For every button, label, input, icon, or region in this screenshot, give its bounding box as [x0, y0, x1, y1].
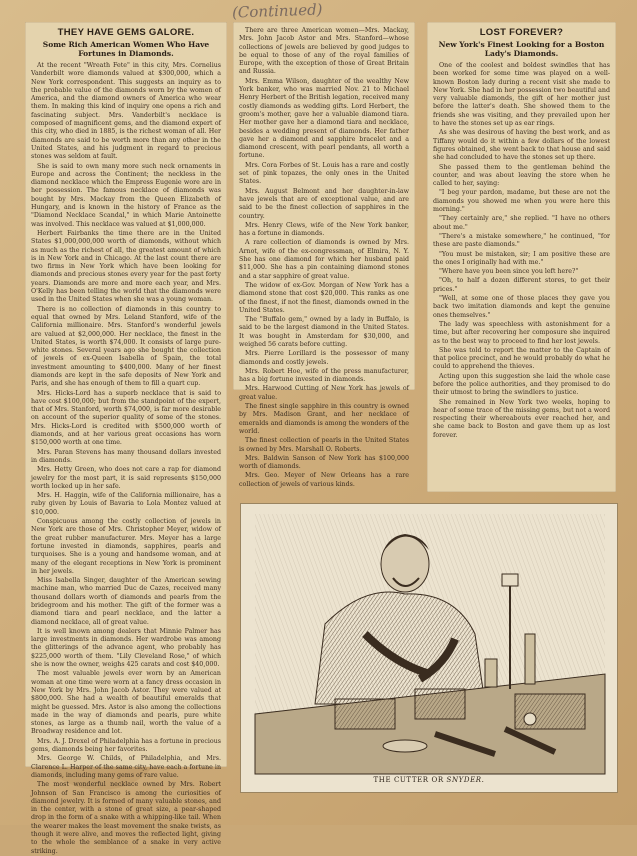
clipping-title: LOST FOREVER? [479, 27, 564, 38]
paragraph: Conspicuous among the costly collection of jewels in New York are those of Mrs. Christopher Meyer, widow of the great rubber manufacturer. Mrs. Meyer has a large fortune invested in diamonds, sapphires, pearls and turquoises. She is a young and handsome woman, and at many of the elegant receptions in New York is prominent in her jewels. [31, 518, 221, 575]
clipping-subtitle: Some Rich American Women Who Have Fortunes in Diamonds. [42, 40, 210, 58]
paragraph: Mrs. August Belmont and her daughter-in-law have jewels that are of exceptional value, and are said to be the finest collection of sapphires in the country. [239, 187, 409, 220]
paragraph: Herbert Fairbanks the time there are in the United States $1,000,000,000 worth of diamonds, without which as much as the richest of all, the greatest amount of which is in New York and in Chicago. At the last count there are two firms in New York which have been looking for diamonds and precious stones every year for the past forty years. Diamonds are more and more each year, and Mrs. O'Kelly has been telling the world that the diamonds were used in the United States when she was a young woman. [31, 229, 221, 304]
paragraph: Mrs. Hicks-Lord has a superb necklace that is said to have cost $100,000; but from the standpoint of the expert, that of Mrs. Stanford, worth $74,000, is far more desirable on account of the superior quality of some of the stones. Mrs. Hicks-Lord is credited with $500,000 worth of diamonds, and at her various great occasions has worn $150,000 worth at one time. [31, 389, 221, 447]
paragraph: It is well known among dealers that Minnie Palmer has large investments in diamonds. Her wardrobe was among the glitterings of the advance agent, who probably has $225,000 worth of them. "Lily Cleveland Rose," of which she is now the owner, weighs 425 carats and cost $40,000. [31, 627, 221, 669]
paragraph: The "Buffalo gem," owned by a lady in Buffalo, is said to be the largest diamond in the United States. It was bought in Amsterdam for $30,000, and weighed 56 carats before cutting. [239, 316, 409, 348]
paragraph: The finest single sapphire in this country is owned by Mrs. Madison Grant, and her necklace of emeralds and diamonds is among the wonders of the world. [239, 403, 409, 435]
paragraph: The most valuable jewels ever worn by an American woman at one time were worn at a fancy dress occasion in New York by Mrs. John Jacob Astor. They were valued at $800,000. She had a wealth of beautiful emeralds that might be guessed. Mrs. Astor is also among the collections made in the way of diamonds and pearls, pure white stones, as large as a thumb nail, worth the value of a Broadway residence and lot. [31, 670, 221, 736]
paragraph: Mrs. Robert Hoe, wife of the press manufacturer, has a big fortune invested in diamonds. [239, 367, 409, 384]
clipping-title: THEY HAVE GEMS GALORE. [57, 27, 195, 38]
paragraph: Mrs. George W. Childs, of Philadelphia, and Mrs. Clarence L. Harper of the same city, have each a fortune in diamonds, including many gems of rare value. [31, 755, 221, 779]
clipping-american-women-jewels [233, 22, 415, 488]
clipping-gems-galore [25, 22, 227, 855]
paragraph: She remained in New York two weeks, hoping to hear of some trace of the missing gems, but not a word respecting their whereabouts ever reached her, and she came back to Boston and gave them up as lost forever. [433, 398, 610, 439]
paragraph: One of the coolest and boldest swindles that has been worked for some time was played on a well-known Boston lady during a recent visit she made to New York. She had in her possession two beautiful and very valuable diamonds, the gift of her mother just before the latter's death. She showed them to the friends she was visiting, and they prevailed upon her to have the stones set up as ear rings. [433, 62, 610, 128]
clipping-body [433, 62, 610, 440]
paragraph: Mrs. Harwood Cutting of New York has jewels of great value. [239, 385, 409, 401]
paragraph: The widow of ex-Gov. Morgan of New York has a diamond stone that cost $20,000. This ranks as one of the finest, if not the finest, diamonds owned in the United States. [239, 281, 409, 314]
paragraph: Mrs. Paran Stevens has many thousand dollars invested in diamonds. [31, 448, 221, 464]
clipping-body [239, 27, 409, 489]
engraving-illustration [240, 503, 618, 793]
paragraph: "Well, at some one of those places they gave you back two imitation diamonds and kept the genuine ones themselves." [433, 295, 610, 319]
paragraph: "Oh, to half a dozen different stores, to get their prices." [433, 277, 610, 293]
paragraph: As she was desirous of having the best work, and as Tiffany would do it within a few dollars of the lowest figures obtained, she went back to that house and said she had concluded to have the stones set up there. [433, 129, 610, 162]
paragraph: Mrs. Baldwin Sanson of New York has $100,000 worth of diamonds. [239, 454, 409, 471]
paragraph: Miss Isabella Singer, daughter of the American sewing machine man, who married Duc de Cazes, received many thousand dollars worth of diamonds and pearls from the bridegroom and his mother. The gift of the former was a diamond tiara and pearl necklace, and the latter a diamond necklace, all of great value. [31, 577, 221, 626]
paragraph: At the recent "Wreath Fete" in this city, Mrs. Cornelius Vanderbilt wore diamonds valued at $300,000, which a New York correspondent. This suggests an inquiry as to the probable value of the diamonds worn by the women of America, and the diamond owners of America who wear them. In making this kind of inquiry one opens a rich and fascinating subject. Mrs. Vanderbilt's necklace is composed of magnificent gems, and the diamond expert of this city, who died in 1885, is the richest woman of all. Her diamonds are said to be worth more than any other in the United States, and his judgment in regard to precious stones was seldom at fault. [31, 62, 221, 161]
caption-italic: SNYDER. [446, 776, 485, 784]
paragraph: Mrs. Hetty Green, who does not care a rap for diamond jewelry for the most part, it is said represents $150,000 worth locked up in her safe. [31, 466, 221, 490]
paragraph: "I beg your pardon, madame, but these are not the diamonds you showed me when you were here this morning." [433, 189, 610, 214]
paragraph: There are three American women—Mrs. Mackay, Mrs. John Jacob Astor and Mrs. Stanford—whose collections of jewels are believed by good judges to be equal to those of any of the royal families of Europe, with the exception of those of Great Britain and Russia. [239, 27, 409, 76]
paragraph: There is no collection of diamonds in this country to equal that owned by Mrs. Leland Stanford, wife of the California millionaire. Mrs. Stanford's wonderful jewels are valued at $2,000,000. Her necklace, the finest in the United States, is worth $74,000. It consists of large pure-white stones. Several years ago she bought the collection of jewels of ex-Queen Isabella of Spain, the total investment amounting to $400,000. Many of her finest diamonds are kept in the safe deposits of New York and Paris, and she has enough of them to fill a quart cup. [31, 305, 221, 388]
caption-prefix: THE CUTTER OR [373, 776, 447, 784]
handwritten-note: (Continued) [231, 0, 323, 22]
paragraph: She was told to report the matter to the Captain of that police precinct, and he would probably do what he could to apprehend the thieves. [433, 346, 610, 371]
paragraph: The most wonderful necklace owned by Mrs. Robert Johnson of San Francisco is among the curiosities of diamond jewelry. It is formed of many valuable stones, and in the center, with a stone of great size, a pear-shaped drop in the form of a snake with a whipping-like tail. When the wearer makes the least movement the snake twists, as though it were alive, and moves the reflected light, giving to the whole the semblance of a snake in very active striking. [31, 781, 221, 855]
paragraph: The lady was speechless with astonishment for a time, but after recovering her composure she inquired as to the best way to proceed to find her lost jewels. [433, 320, 610, 345]
paragraph: The finest collection of pearls in the United States is owned by Mrs. Marshall O. Roberts. [239, 437, 409, 453]
clipping-body [31, 62, 221, 856]
engraving-caption [241, 776, 617, 784]
paragraph: Mrs. Geo. Meyer of New Orleans has a rare collection of jewels of various kinds. [239, 472, 409, 488]
diamond-cutter-engraving [255, 514, 605, 774]
paragraph: Mrs. Cora Forbes of St. Louis has a rare and costly set of pink topazes, the only ones in the United States. [239, 161, 409, 186]
paragraph: A rare collection of diamonds is owned by Mrs. Arnot, wife of the ex-congressman, of Elmira, N. Y. She has one diamond for which her husband paid $11,000. She has a pin containing diamond stones and a star sapphire of great value. [239, 239, 409, 280]
paragraph: Mrs. Henry Clews, wife of the New York banker, has a fortune in diamonds. [239, 221, 409, 238]
paragraph: "Where have you been since you left here?" [439, 268, 579, 276]
paragraph: Mrs. Pierre Lorillard is the possessor of many diamonds and costly jewels. [239, 350, 409, 366]
paragraph: "They certainly are," she replied. "I have no others about me." [433, 215, 610, 231]
clipping-subtitle: New York's Finest Looking for a Boston Lady's Diamonds. [438, 40, 605, 58]
paragraph: "There's a mistake somewhere," he continued, "for these are paste diamonds." [433, 232, 610, 249]
paragraph: She passed them to the gentleman behind the counter, and was about leaving the store when he called to her, saying: [433, 163, 610, 188]
paragraph: Mrs. Emma Wilson, daughter of the wealthy New York banker, who was married Nov. 21 to Michael Henry Herbert of the British legation, received many costly diamonds as wedding gifts. Lord Herbert, the groom's mother, gave her a valuable diamond tiara. Her mother gave her a diamond tiara and necklace, besides a wedding present of diamonds. Her father gave her a diamond and sapphire bracelet and a diamond crescent, with pearl pendants, all worth a fortune. [239, 77, 409, 160]
paragraph: Mrs. H. Haggin, wife of the California millionaire, has a ruby given by Louis of Bavaria to Lola Montez valued at $10,000. [31, 492, 221, 516]
clipping-lost-forever [427, 22, 616, 492]
paragraph: Mrs. A. J. Drexel of Philadelphia has a fortune in precious gems, diamonds being her favorites. [31, 737, 221, 754]
paragraph: "You must be mistaken, sir; I am positive these are the ones I originally had with me." [433, 250, 610, 266]
paragraph: Acting upon this suggestion she laid the whole case before the police authorities, and they promised to do their utmost to bring the swindlers to justice. [433, 372, 610, 397]
paragraph: She is said to own many more such neck ornaments in Europe and across the Continent; the neckless in the diamond necklace which the Empress Eugenie wore are in her possession. The famous necklace of diamonds was bought by Mrs. Mackay from the Queen Elizabeth of Hungary, and is known in the history of France as the "Diamond Necklace Scandal," in which Marie Antoinette was involved. This necklace was valued at $1,000,000. [31, 162, 221, 228]
